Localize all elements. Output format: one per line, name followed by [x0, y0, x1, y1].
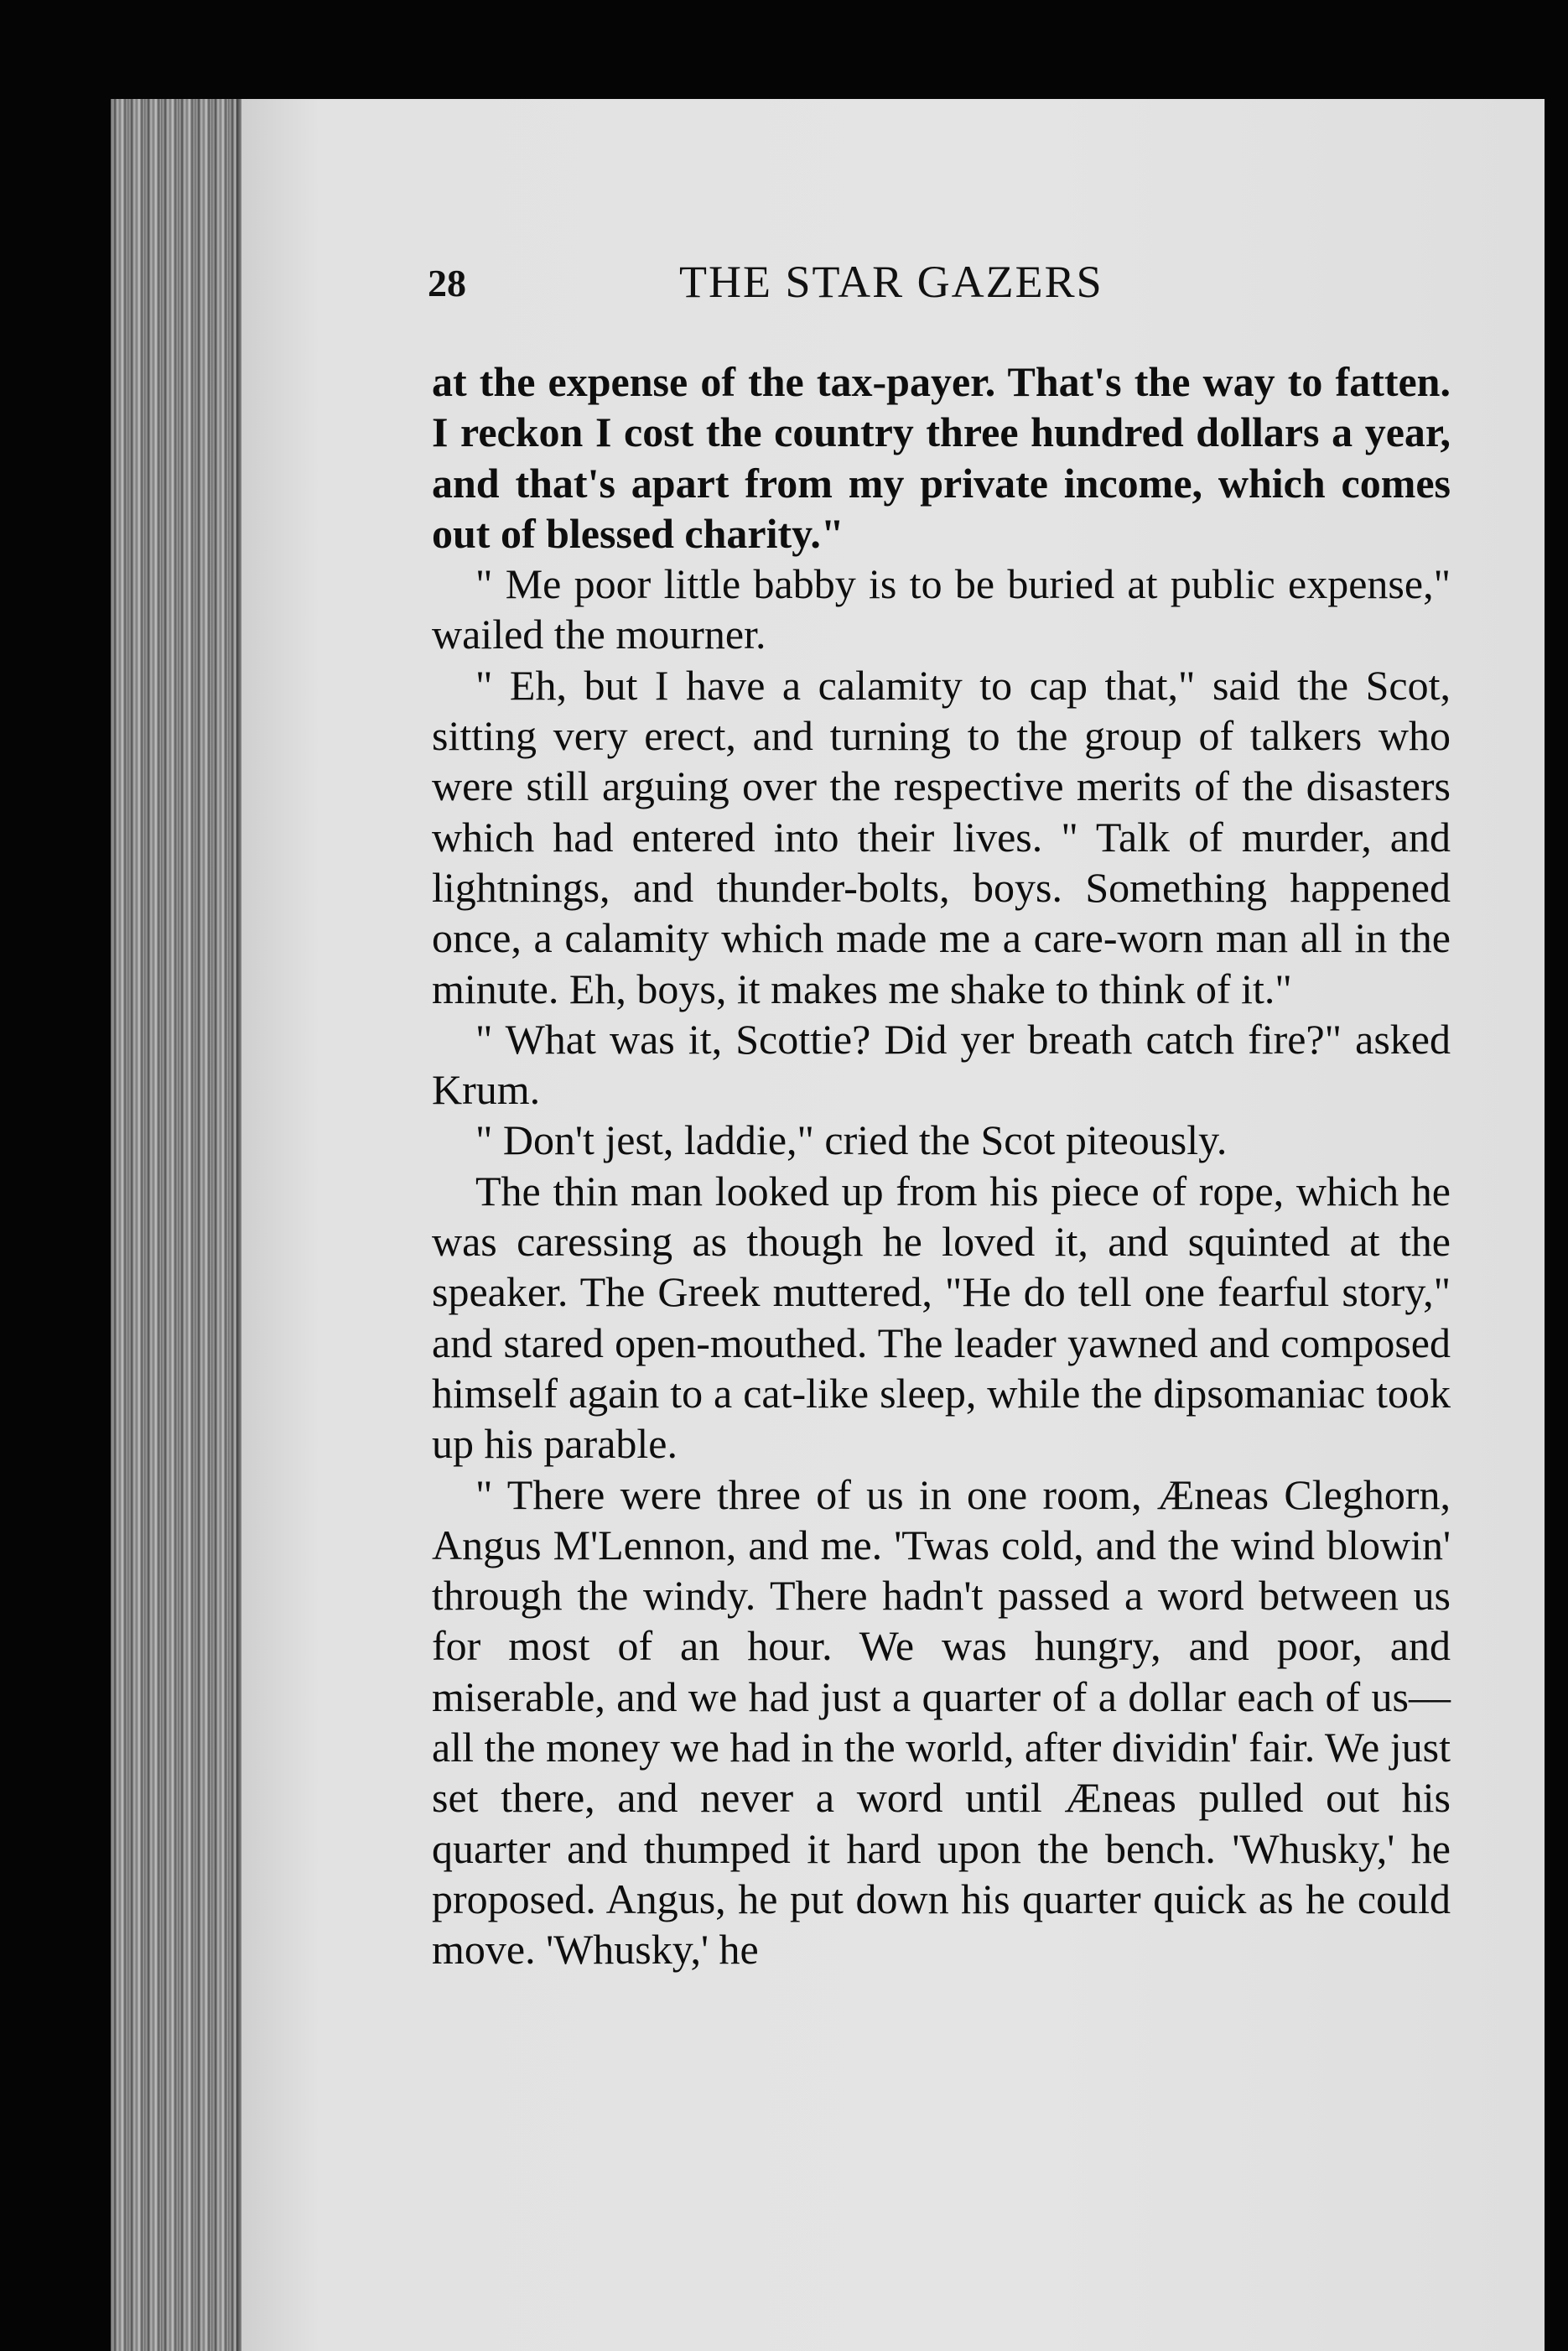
running-head: THE STAR GAZERS	[679, 257, 1103, 307]
paragraph: The thin man looked up from his piece of rope, which he was caressing as though he loved it, and squinted at the speaker. The Greek muttered, "He do tell one fearful story," and stared open-mouthed. The leader yawned and composed himself again to a cat-like sleep, while the dipsomaniac took up his parable.	[432, 1167, 1451, 1468]
page-number: 28	[428, 262, 466, 304]
paragraph: " Eh, but I have a calamity to cap that," said the Scot, sitting very erect, and turning to the group of talkers who were still arguing over the respective merits of the disasters which had entered into their lives. " Talk of murder, and lightnings, and thunder-bolts, boys. Something happened once, a calamity which made me a care-worn man all in the minute. Eh, boys, it makes me shake to think of it."	[432, 661, 1451, 1012]
page-edges	[111, 99, 236, 2351]
paragraph: " What was it, Scottie? Did yer breath catch fire?" asked Krum.	[432, 1015, 1451, 1114]
paragraph: at the expense of the tax-payer. That's the way to fatten. I reckon I cost the country three hundred dollars a year, and that's apart from my private income, which comes out of blessed charity."	[432, 358, 1451, 557]
paragraph: " There were three of us in one room, Æneas Cleghorn, Angus M'Lennon, and me. 'Twas cold, and the wind blowin' through the windy. There hadn't passed a word between us for most of an hour. We was hungry, and poor, and miserable, and we had just a quarter of a dollar each of us—all the money we had in the world, after dividin' fair. We just set there, and never a word until Æneas pulled out his quarter and thumped it hard upon the bench. 'Whusky,' he proposed. Angus, he put down his quarter quick as he could move. 'Whusky,' he	[432, 1470, 1451, 1974]
body-text	[432, 356, 1451, 1975]
paragraph: " Me poor little babby is to be buried at public expense," wailed the mourner.	[432, 560, 1451, 658]
paragraph: " Don't jest, laddie," cried the Scot piteously.	[475, 1116, 1228, 1164]
page-header	[428, 256, 1442, 315]
